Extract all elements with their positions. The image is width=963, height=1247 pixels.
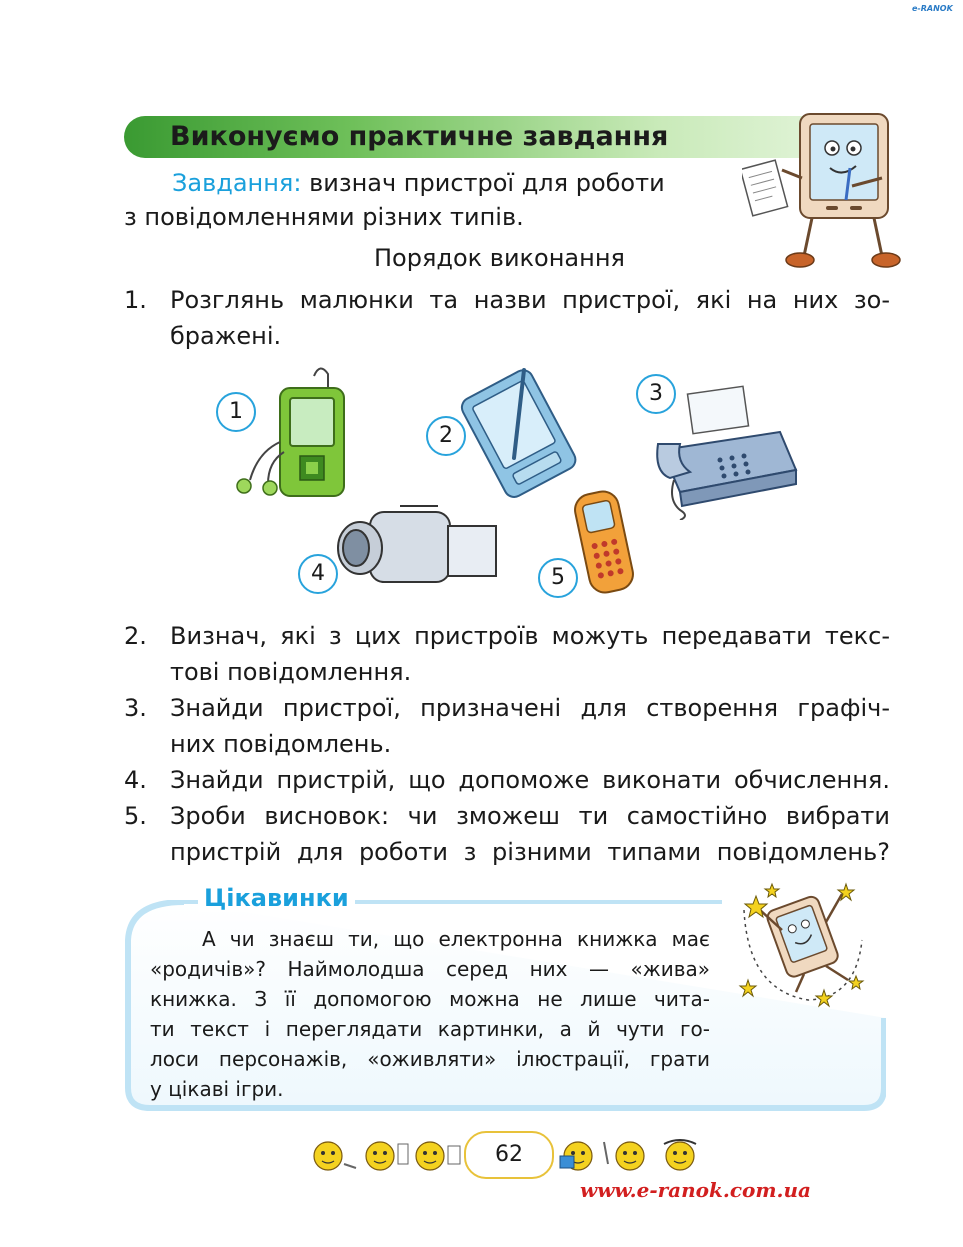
footer-decoration-right	[556, 1134, 702, 1174]
step-item	[124, 618, 894, 690]
step-text: Розглянь малюнки та назви пристрої, які на них зо- бражені.	[170, 286, 890, 350]
device-number-badge: 4	[298, 554, 338, 594]
fact-text-line: лоси персонажів, «оживляти» ілюстрації, грати	[150, 1047, 710, 1071]
fact-text-line: книжка. З її допомогою можна не лише чита-	[150, 987, 710, 1011]
ebook-mascot-illustration	[738, 880, 868, 1008]
section-title: Виконуємо практичне завдання	[170, 121, 669, 152]
device-number-badge: 5	[538, 558, 578, 598]
fact-text-line: А чи знаєш ти, що електронна книжка має	[202, 927, 710, 951]
step-text: Знайди пристрої, призначені для створення графіч- них повідомлень.	[170, 694, 890, 758]
step-number: 2.	[124, 622, 147, 650]
step-item	[124, 282, 894, 354]
page-number: 62	[464, 1131, 554, 1179]
step-text: Зроби висновок: чи зможеш ти самостійно вибрати пристрій для роботи з різними типами повідомлень?	[170, 802, 890, 866]
fact-text-line: ти текст і переглядати картинки, а й чути го-	[150, 1017, 710, 1041]
step-number: 3.	[124, 694, 147, 722]
footer-decoration-left	[308, 1134, 464, 1174]
task-text-line-2: з повідомленнями різних типів.	[124, 203, 524, 231]
fact-text-line: у цікаві ігри.	[150, 1077, 284, 1101]
step-number: 4.	[124, 766, 147, 794]
step-item	[124, 762, 894, 798]
device-video-camera	[330, 498, 500, 598]
website-url: www.e-ranok.com.ua	[580, 1178, 811, 1202]
step-item	[124, 798, 894, 870]
step-text: Знайди пристрій, що допоможе виконати обчислення.	[170, 766, 890, 794]
publisher-logo: e-RANOK	[912, 4, 953, 13]
device-media-player	[228, 362, 352, 498]
device-pda	[458, 362, 582, 498]
step-number: 5.	[124, 802, 147, 830]
step-number: 1.	[124, 286, 147, 314]
tablet-mascot-illustration	[742, 108, 902, 284]
fact-box-title: Цікавинки	[198, 884, 355, 912]
task-text-line-1	[172, 165, 732, 201]
step-item	[124, 690, 894, 762]
device-number-badge: 1	[216, 392, 256, 432]
fact-text-line: «родичів»? Наймолодша серед них — «жива»	[150, 957, 710, 981]
task-text: визнач пристрої для роботи	[301, 169, 665, 197]
device-number-badge: 3	[636, 374, 676, 414]
step-text: Визнач, які з цих пристроїв можуть передавати текс- тові повідомлення.	[170, 622, 890, 686]
device-number-badge: 2	[426, 416, 466, 456]
task-label: Завдання:	[172, 169, 302, 197]
order-heading: Порядок виконання	[374, 244, 625, 272]
